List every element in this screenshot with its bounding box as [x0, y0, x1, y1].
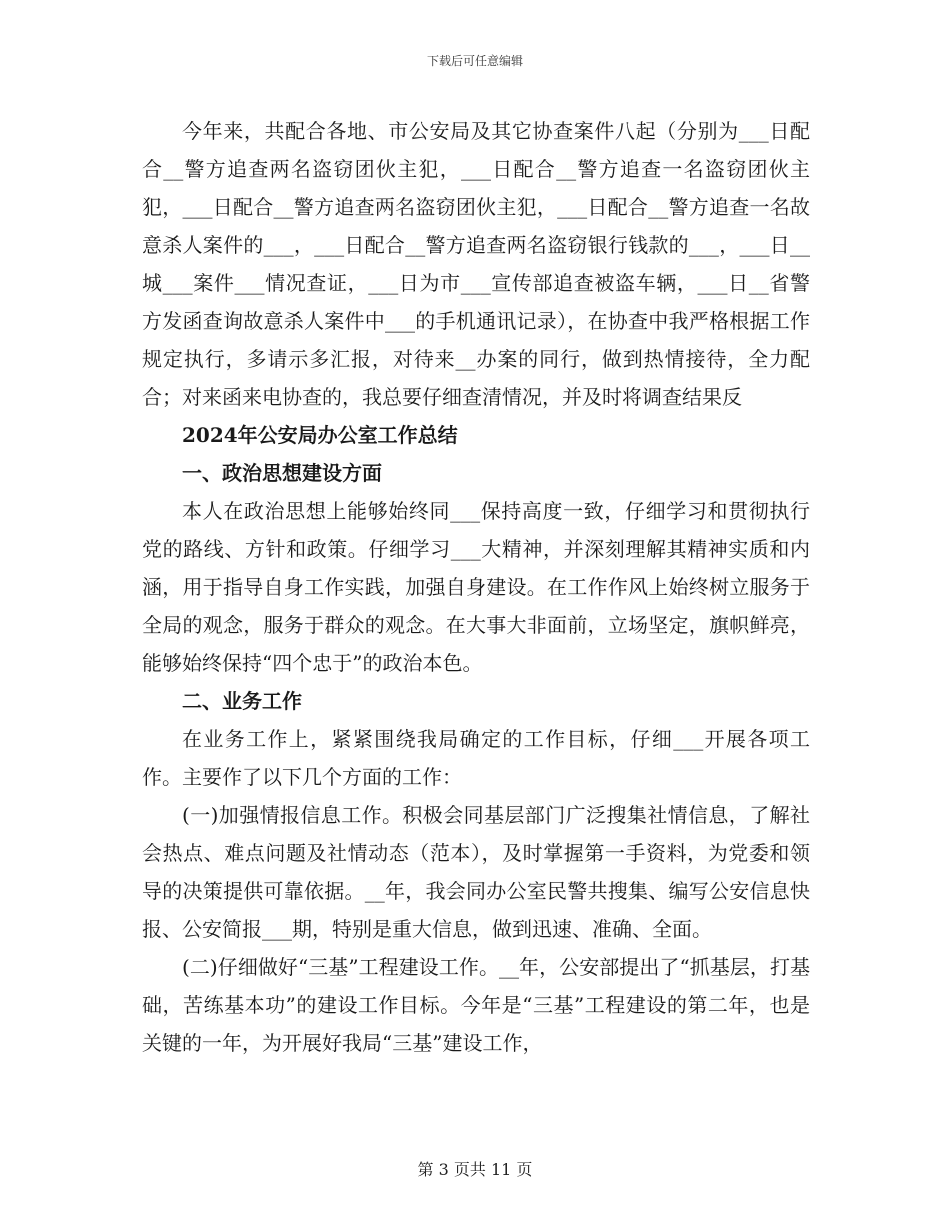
page-header: 下载后可任意编辑: [426, 54, 523, 68]
politics-paragraph: 本人在政治思想上能够始终同___保持高度一致，仔细学习和贯彻执行党的路线、方针和政策。仔细学习___大精神，并深刻理解其精神实质和内涵，用于指导自身工作实践，加强自身建设。在工作作风上始终树立服务于全局的观念，服务于群众的观念。在大事大非面前，立场坚定，旗帜鲜亮，能够始终保持“四个忠于”的政治本色。: [142, 499, 810, 675]
sanji-paragraph: (二)仔细做好“三基”工程建设工作。__年，公安部提出了“抓基层，打基础，苦练基本功”的建设工作目标。今年是“三基”工程建设的第二年，也是关键的一年，为开展好我局“三基”建设工作，: [142, 955, 810, 1055]
page-footer: 第 3 页共 11 页: [417, 1160, 533, 1179]
document-title: 2024年公安局办公室工作总结: [182, 423, 458, 447]
intro-paragraph: 今年来，共配合各地、市公安局及其它协查案件八起（分别为___日配合__警方追查两名盗窃团伙主犯，___日配合__警方追查一名盗窃团伙主犯，___日配合__警方追查两名盗窃团伙主犯，___日配合__警方追查一名故意杀人案件的___，___日配合__警方追查两名盗窃银行钱款的___，___日__城___案件___情况查证，___日为市___宣传部追查被盗车辆，___日__省警方发函查询故意杀人案件中___的手机通讯记录），在协查中我严格根据工作规定执行，多请示多汇报，对待来__办案的同行，做到热情接待，全力配合；对来函来电协查的，我总要仔细查清情况，并及时将调查结果反: [142, 119, 810, 409]
intelligence-paragraph: (一)加强情报信息工作。积极会同基层部门广泛搜集社情信息，了解社会热点、难点问题及社情动态（范本），及时掌握第一手资料，为党委和领导的决策提供可靠依据。__年，我会同办公室民警共搜集、编写公安信息快报、公安简报___期，特别是重大信息，做到迅速、准确、全面。: [142, 803, 810, 941]
section-heading-business: 二、业务工作: [182, 689, 302, 713]
business-intro-paragraph: 在业务工作上，紧紧围绕我局确定的工作目标，仔细___开展各项工作。主要作了以下几个方面的工作：: [142, 727, 810, 789]
document-body: [142, 112, 810, 1062]
section-heading-politics: 一、政治思想建设方面: [182, 461, 382, 485]
